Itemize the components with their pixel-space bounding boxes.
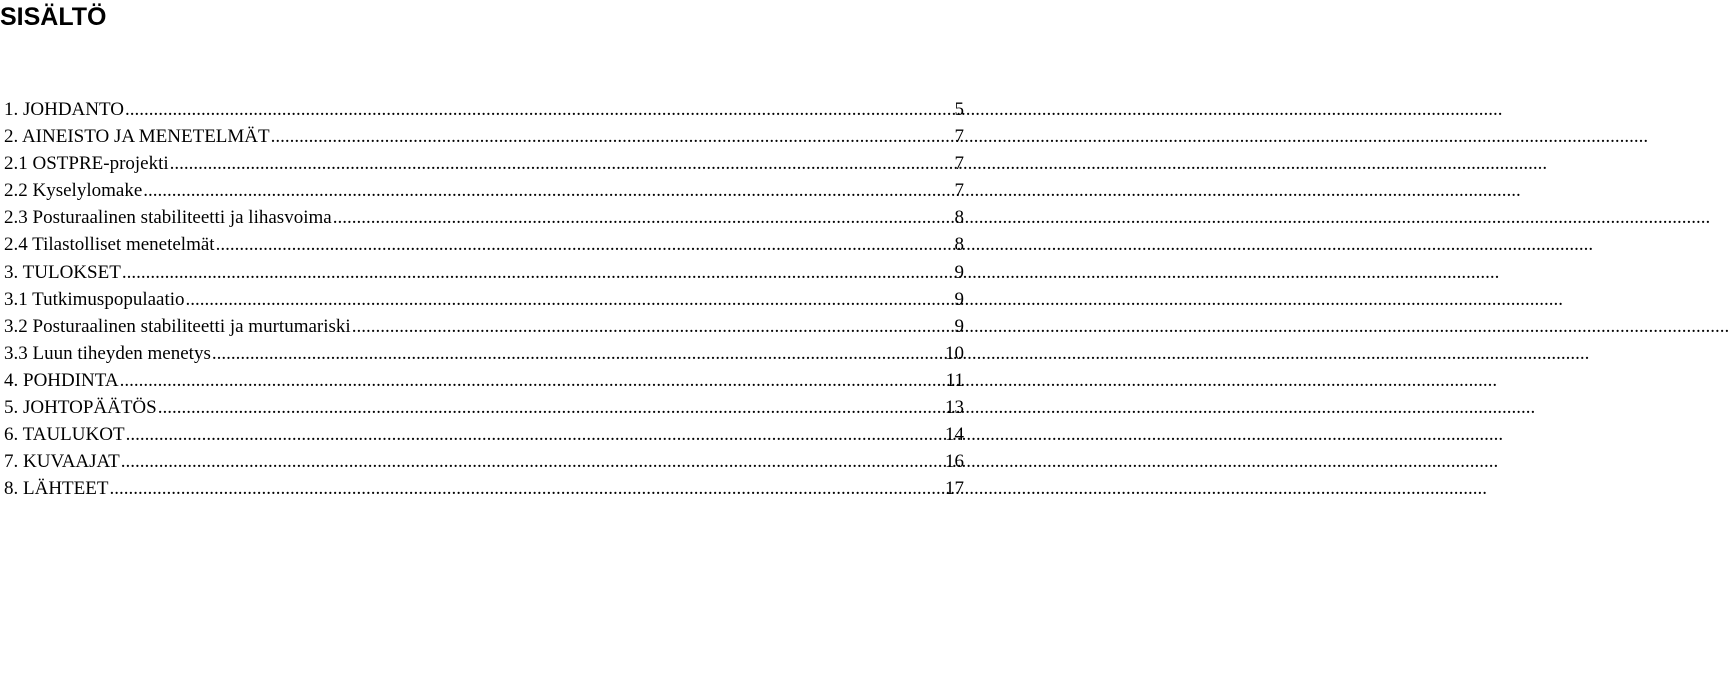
toc-entry-page-number: 8 xyxy=(954,234,964,256)
toc-entry-kuvaajat[interactable] xyxy=(4,448,964,475)
toc-entry-page-number: 9 xyxy=(954,261,964,283)
toc-entry-johtopaatos[interactable] xyxy=(4,394,964,421)
dot-leader xyxy=(271,123,953,150)
dot-leader xyxy=(109,475,943,502)
dot-leader xyxy=(212,340,943,367)
dot-leader xyxy=(333,204,953,231)
dot-leader xyxy=(186,286,953,313)
dot-leader xyxy=(352,313,953,340)
toc-entry-page-number: 7 xyxy=(954,180,964,202)
toc-entry-page-number: 8 xyxy=(954,207,964,229)
toc-entry-posturaalinen-stabiliteetti-ja-murtumariski[interactable] xyxy=(4,313,964,340)
toc-entry-label: 2.2 Kyselylomake xyxy=(4,180,143,202)
page-title: SISÄLTÖ xyxy=(0,3,107,31)
toc-entry-page-number: 17 xyxy=(945,478,964,500)
toc-entry-page-number: 10 xyxy=(945,342,964,364)
toc-entry-label: 2.4 Tilastolliset menetelmät xyxy=(4,234,215,256)
toc-entry-label: 3. TULOKSET xyxy=(4,261,121,283)
dot-leader xyxy=(125,96,953,123)
toc-entry-tilastolliset-menetelmat[interactable] xyxy=(4,231,964,258)
toc-entry-pohdinta[interactable] xyxy=(4,367,964,394)
toc-entry-ostpre-projekti[interactable] xyxy=(4,150,964,177)
dot-leader xyxy=(120,367,944,394)
toc-entry-label: 2.1 OSTPRE-projekti xyxy=(4,153,169,175)
dot-leader xyxy=(121,448,943,475)
toc-entry-page-number: 13 xyxy=(945,397,964,419)
toc-entry-kyselylomake[interactable] xyxy=(4,177,964,204)
toc-entry-label: 6. TAULUKOT xyxy=(4,424,125,446)
toc-entry-label: 2.3 Posturaalinen stabiliteetti ja lihasvoima xyxy=(4,207,332,229)
dot-leader xyxy=(122,259,953,286)
toc-entry-label: 7. KUVAAJAT xyxy=(4,451,120,473)
toc-entry-tulokset[interactable] xyxy=(4,259,964,286)
toc-entry-posturaalinen-stabiliteetti-ja-lihasvoima[interactable] xyxy=(4,204,964,231)
dot-leader xyxy=(126,421,943,448)
toc-entry-label: 5. JOHTOPÄÄTÖS xyxy=(4,397,157,419)
toc-entry-page-number: 11 xyxy=(945,369,964,391)
toc-entry-label: 3.1 Tutkimuspopulaatio xyxy=(4,288,185,310)
toc-entry-label: 8. LÄHTEET xyxy=(4,478,109,500)
toc-entry-taulukot[interactable] xyxy=(4,421,964,448)
toc-entry-page-number: 7 xyxy=(954,126,964,148)
toc-entry-label: 4. POHDINTA xyxy=(4,369,119,391)
table-of-contents xyxy=(4,96,964,502)
toc-entry-page-number: 14 xyxy=(945,424,964,446)
toc-entry-page-number: 9 xyxy=(954,315,964,337)
dot-leader xyxy=(216,231,953,258)
toc-entry-page-number: 5 xyxy=(954,99,964,120)
dot-leader xyxy=(170,150,953,177)
dot-leader xyxy=(143,177,952,204)
toc-entry-aineisto-ja-menetelmat[interactable] xyxy=(4,123,964,150)
toc-entry-page-number: 9 xyxy=(954,288,964,310)
toc-entry-label: 2. AINEISTO JA MENETELMÄT xyxy=(4,126,270,148)
toc-entry-luun-tiheyden-menetys[interactable] xyxy=(4,340,964,367)
toc-entry-tutkimuspopulaatio[interactable] xyxy=(4,286,964,313)
toc-entry-label: 3.2 Posturaalinen stabiliteetti ja murtumariski xyxy=(4,315,351,337)
toc-entry-label: 3.3 Luun tiheyden menetys xyxy=(4,342,211,364)
toc-entry-page-number: 16 xyxy=(945,451,964,473)
toc-entry-johdanto[interactable] xyxy=(4,96,964,123)
toc-entry-page-number: 7 xyxy=(954,153,964,175)
toc-entry-lahteet[interactable] xyxy=(4,475,964,502)
toc-entry-label: 1. JOHDANTO xyxy=(4,99,124,120)
dot-leader xyxy=(158,394,943,421)
